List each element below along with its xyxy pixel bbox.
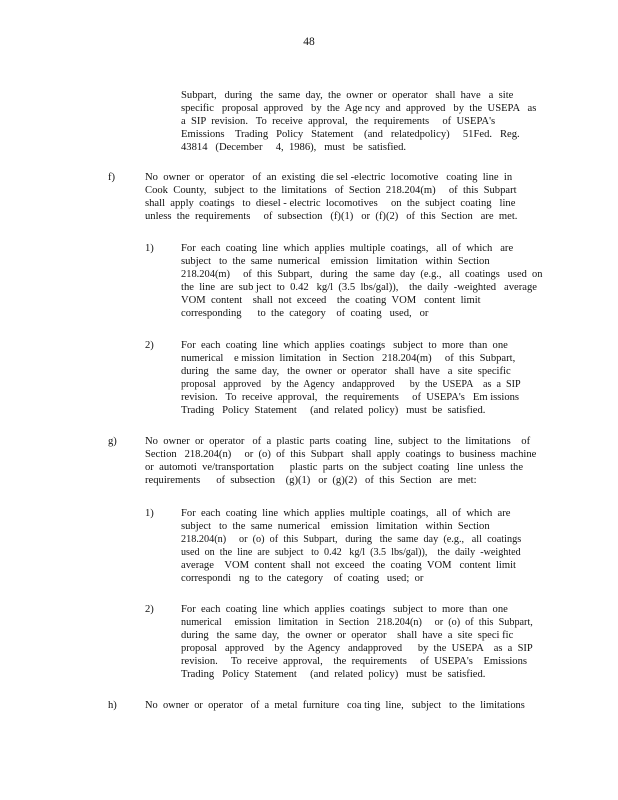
text-line: requirements of subsection (g)(1) or (g)(2) of this Section are met: <box>145 474 477 486</box>
text-line: during the same day, the owner or operator shall have a site speci fic <box>181 629 514 641</box>
text-line: proposal approved by the Agency andapproved by the USEPA as a SIP <box>181 378 521 390</box>
text-line: 218.204(m) of this Subpart, during the same day (e.g., all coatings used on <box>181 268 543 280</box>
text-line: For each coating line which applies multiple coatings, all of which are <box>181 243 514 254</box>
text-line: For each coating line which applies coatings subject to more than one <box>181 604 508 615</box>
text-line: specific proposal approved by the Age ncy and approved by the USEPA as <box>181 102 537 114</box>
text-line: Emissions Trading Policy Statement (and relatedpolicy) 51Fed. Reg. <box>181 128 520 140</box>
section-g-paragraph <box>145 436 537 488</box>
item-label-f1: 1) <box>145 243 154 254</box>
text-line: unless the requirements of subsection (f)(1) or (f)(2) of this Section are met. <box>145 210 518 222</box>
text-line: No owner or operator of a metal furniture coa ting line, subject to the limitations <box>145 700 525 711</box>
item-f1-paragraph <box>181 243 543 320</box>
text-line: No owner or operator of an existing die sel -electric locomotive coating line in <box>145 172 513 183</box>
item-g2-paragraph <box>181 604 533 681</box>
section-label-f: f) <box>108 172 116 183</box>
text-line: corresponding to the category of coating used, or <box>181 307 429 319</box>
text-line: average VOM content shall not exceed the coating VOM content limit <box>181 559 516 571</box>
page-number: 48 <box>303 36 315 48</box>
item-g1-paragraph <box>181 508 521 585</box>
text-line: Section 218.204(n) or (o) of this Subpart shall apply coatings to business machine <box>145 448 537 460</box>
text-line: proposal approved by the Agency andapproved by the USEPA as a SIP <box>181 642 533 654</box>
text-line: Subpart, during the same day, the owner or operator shall have a site <box>181 90 514 101</box>
text-line: or automoti ve/transportation plastic parts on the subject coating line unless the <box>145 461 524 473</box>
text-line: correspondi ng to the category of coating used; or <box>181 572 424 584</box>
text-line: the line are sub ject to 0.42 kg/l (3.5 lbs/gal)), the daily -weighted average <box>181 281 537 293</box>
item-label-f2: 2) <box>145 340 154 351</box>
section-f-paragraph <box>145 172 535 224</box>
text-line: Trading Policy Statement (and related policy) must be satisfied. <box>181 668 486 680</box>
text-line: Trading Policy Statement (and related policy) must be satisfied. <box>181 404 486 416</box>
text-line: numerical e mission limitation in Section 218.204(m) of this Subpart, <box>181 352 516 364</box>
text-line: No owner or operator of a plastic parts coating line, subject to the limitations of <box>145 436 531 447</box>
section-label-h: h) <box>108 700 117 711</box>
text-line: 218.204(n) or (o) of this Subpart, during the same day (e.g., all coatings <box>181 533 522 545</box>
continuation-paragraph <box>181 90 541 155</box>
text-line: shall apply coatings to diesel - electric locomotives on the subject coating line <box>145 197 516 209</box>
text-line: For each coating line which applies coatings subject to more than one <box>181 340 508 351</box>
text-line: VOM content shall not exceed the coating VOM content limit <box>181 294 481 306</box>
section-label-g: g) <box>108 436 117 447</box>
text-line: subject to the same numerical emission limitation within Section <box>181 520 490 532</box>
text-line: during the same day, the owner or operator shall have a site specific <box>181 365 511 377</box>
text-line: used on the line are subject to 0.42 kg/l (3.5 lbs/gal)), the daily -weighted <box>181 546 521 558</box>
text-line: numerical emission limitation in Section 218.204(n) or (o) of this Subpart, <box>181 616 533 628</box>
text-line: a SIP revision. To receive approval, the requirements of USEPA's <box>181 115 496 127</box>
item-f2-paragraph <box>181 340 521 417</box>
text-line: Cook County, subject to the limitations of Section 218.204(m) of this Subpart <box>145 184 517 196</box>
text-line: For each coating line which applies multiple coatings, all of which are <box>181 508 511 519</box>
text-line: revision. To receive approval, the requirements of USEPA's Em issions <box>181 391 520 403</box>
text-line: 43814 (December 4, 1986), must be satisfied. <box>181 141 407 153</box>
section-h-paragraph <box>145 700 525 713</box>
text-line: subject to the same numerical emission limitation within Section <box>181 255 490 267</box>
item-label-g1: 1) <box>145 508 154 519</box>
item-label-g2: 2) <box>145 604 154 615</box>
text-line: revision. To receive approval, the requirements of USEPA's Emissions <box>181 655 528 667</box>
